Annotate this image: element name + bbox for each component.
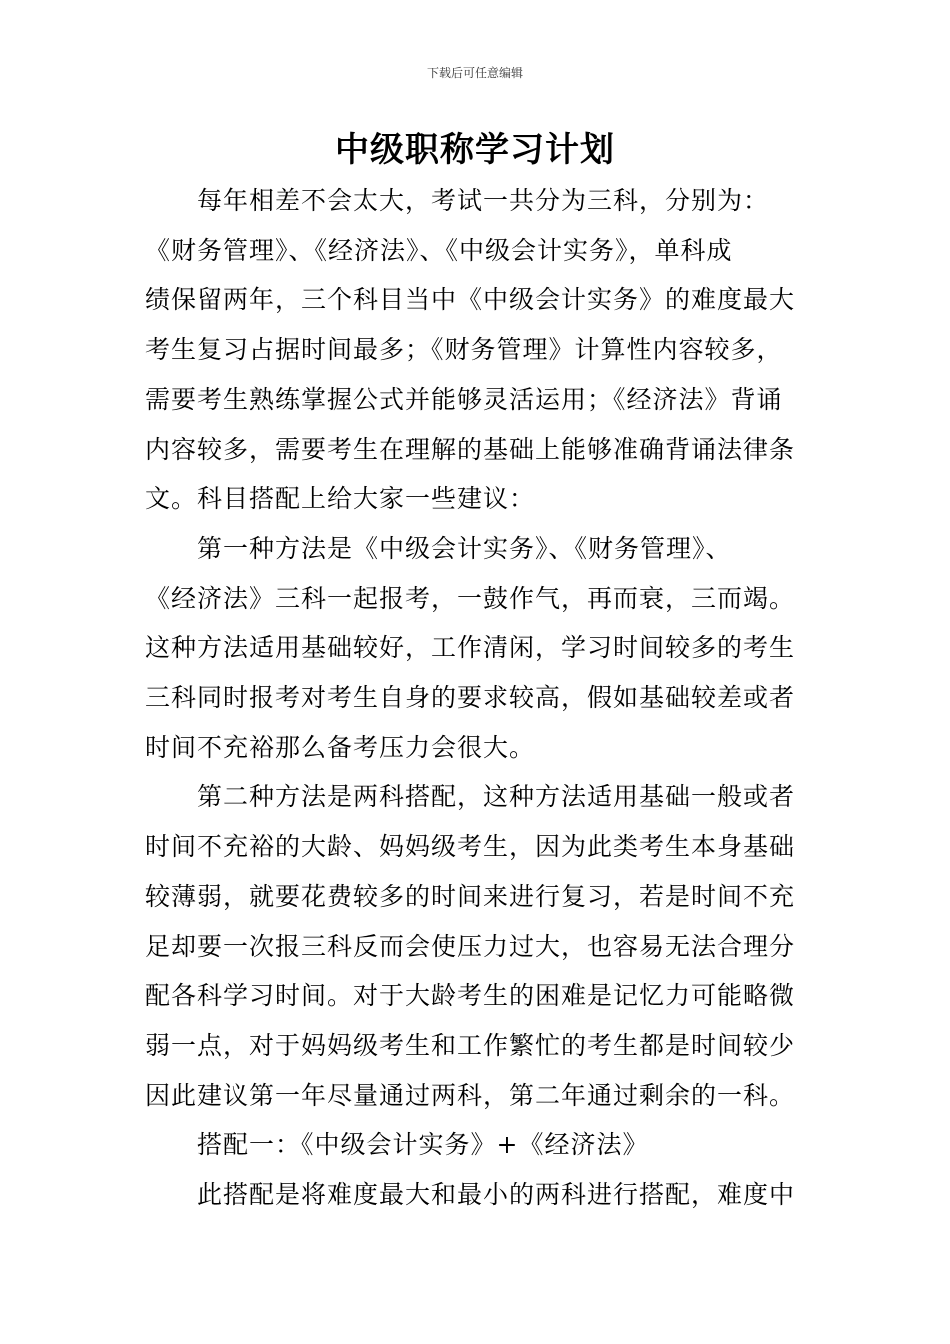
document-body — [145, 176, 805, 1220]
text-line: 每年相差不会太大，考试一共分为三科，分别为： — [197, 186, 770, 215]
paragraph-1 — [145, 176, 805, 524]
paragraph-4 — [145, 1120, 805, 1170]
text-line: 时间不充裕的大龄、妈妈级考生，因为此类考生本身基础 — [145, 832, 796, 862]
text-line: 较薄弱，就要花费较多的时间来进行复习，若是时间不充 — [145, 881, 796, 911]
text-line: 时间不充裕那么备考压力会很大。 — [145, 732, 536, 762]
text-line: 绩保留两年，三个科目当中《中级会计实务》的难度最大 — [145, 285, 796, 315]
text-line: 配各科学习时间。对于大龄考生的困难是记忆力可能略微 — [145, 981, 796, 1011]
text-line: 此搭配是将难度最大和最小的两科进行搭配，难度中 — [197, 1180, 796, 1210]
text-line: 《经济法》三科一起报考，一鼓作气，再而衰，三而竭。 — [145, 583, 796, 613]
paragraph-3 — [145, 772, 805, 1120]
text-line: 考生复习占据时间最多；《财务管理》计算性内容较多， — [145, 335, 783, 365]
text-line: 搭配一：《中级会计实务》+《经济法》 — [197, 1130, 649, 1160]
text-line: 第一种方法是《中级会计实务》、《财务管理》、 — [197, 533, 732, 563]
paragraph-2 — [145, 524, 805, 773]
paragraph-5 — [145, 1170, 805, 1220]
text-line: 内容较多，需要考生在理解的基础上能够准确背诵法律条 — [145, 434, 796, 464]
text-line: 足却要一次报三科反而会使压力过大，也容易无法合理分 — [145, 931, 796, 961]
text-line: 文。科目搭配上给大家一些建议： — [145, 484, 536, 514]
text-line: 《财务管理》、《经济法》、《中级会计实务》，单科成 — [145, 235, 733, 265]
document-title: 中级职称学习计划 — [335, 130, 615, 170]
text-line: 三科同时报考对考生自身的要求较高，假如基础较差或者 — [145, 683, 796, 713]
text-line: 弱一点，对于妈妈级考生和工作繁忙的考生都是时间较少 — [145, 1030, 796, 1060]
text-line: 第二种方法是两科搭配，这种方法适用基础一般或者 — [197, 782, 796, 812]
text-line: 需要考生熟练掌握公式并能够灵活运用；《经济法》背诵 — [145, 384, 783, 414]
header-note: 下载后可任意编辑 — [426, 66, 523, 80]
text-line: 因此建议第一年尽量通过两科，第二年通过剩余的一科。 — [145, 1080, 796, 1110]
text-line: 这种方法适用基础较好，工作清闲，学习时间较多的考生 — [145, 633, 796, 663]
